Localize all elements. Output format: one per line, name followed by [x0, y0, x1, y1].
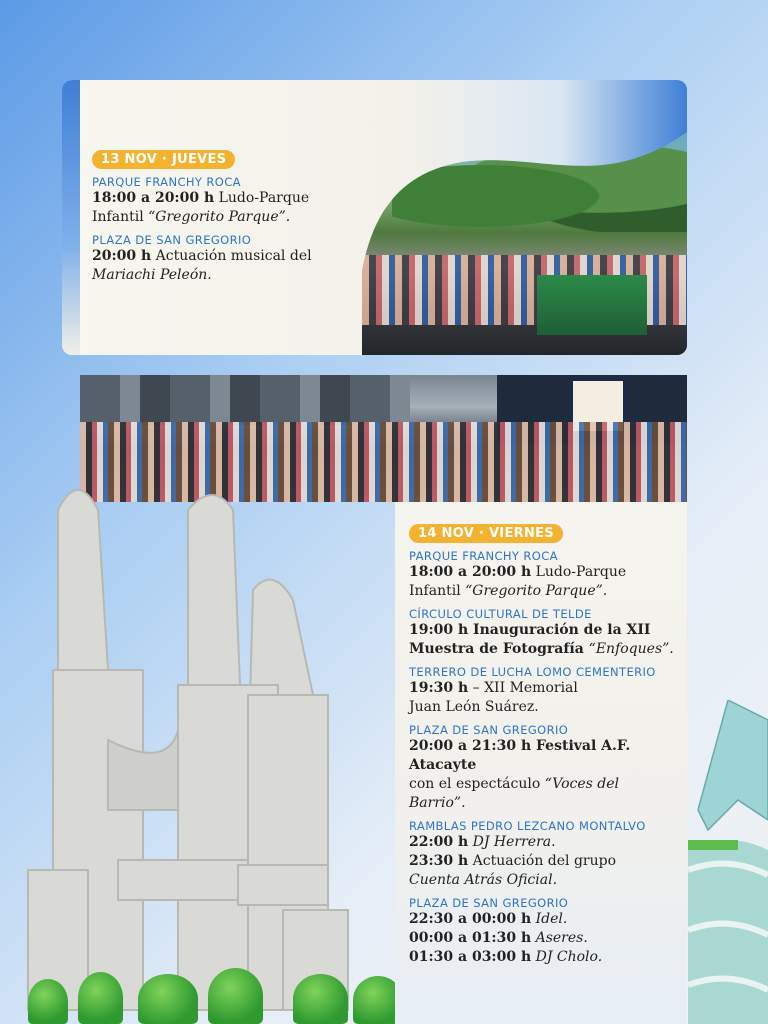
event-line: [409, 737, 679, 775]
event-text: Infantil: [92, 209, 149, 225]
bush: [28, 979, 68, 1024]
bush: [78, 972, 123, 1024]
event-line: [409, 621, 679, 640]
event-time: 18:00 a 20:00 h: [92, 190, 215, 206]
event-text: – XII Memorial: [468, 680, 578, 696]
day2-schedule: [409, 522, 679, 967]
event-title: Aseres.: [535, 930, 588, 946]
event-line: [92, 247, 362, 266]
event-line: [409, 679, 679, 698]
event-time: 20:00 h: [92, 248, 152, 264]
event-venue: CÍRCULO CULTURAL DE TELDE: [409, 607, 592, 621]
event-venue: PLAZA DE SAN GREGORIO: [92, 233, 252, 247]
event-time: 23:30 h: [409, 853, 469, 869]
event-time: 00:00 a 01:30 h: [409, 930, 532, 946]
photo-buildings: [80, 375, 410, 425]
event-time: 18:00 a 20:00 h: [409, 564, 532, 580]
bush: [208, 968, 263, 1024]
event-text: Juan León Suárez.: [409, 699, 539, 715]
event-venue: RAMBLAS PEDRO LEZCANO MONTALVO: [409, 819, 646, 833]
event-line: [409, 871, 679, 890]
event-line: [92, 208, 362, 227]
day2-card: [395, 502, 687, 1024]
bush: [293, 974, 348, 1024]
event-time: 01:30 a 03:00 h: [409, 949, 532, 965]
event-title: Mariachi Peleón.: [92, 267, 212, 283]
event-time: 20:00 a 21:30 h Festival A.F. Atacayte: [409, 738, 631, 773]
day2-event-list: [409, 549, 679, 967]
event-line: [409, 775, 679, 813]
event-line: [409, 948, 679, 967]
event-time: 19:00 h Inauguración de la XII: [409, 622, 651, 638]
event-text: Actuación del grupo: [468, 853, 617, 869]
event-text: Ludo-Parque: [214, 190, 310, 206]
event-venue: PLAZA DE SAN GREGORIO: [409, 896, 569, 910]
statue-illustration: [18, 470, 398, 1024]
event-title: “Gregorito Parque”.: [465, 583, 608, 599]
event-line: [409, 910, 679, 929]
day1-card: [62, 80, 687, 355]
event-line: [92, 189, 362, 208]
event-text: con el espectáculo: [409, 776, 545, 792]
event-photo-park: [362, 132, 687, 355]
event-time: Muestra de Fotografía: [409, 641, 589, 657]
day2-badge: 14 NOV · VIERNES: [409, 524, 563, 543]
event-line: [409, 929, 679, 948]
event-line: [409, 640, 679, 659]
day1-badge: 13 NOV · JUEVES: [92, 150, 235, 169]
event-line: [409, 698, 679, 717]
bush: [138, 974, 198, 1024]
day1-event-list: [92, 175, 362, 285]
event-text: Actuación musical del: [151, 248, 312, 264]
photo-trees: [392, 142, 687, 232]
event-time: 22:00 h: [409, 834, 469, 850]
event-line: [409, 563, 679, 582]
event-venue: PARQUE FRANCHY ROCA: [409, 549, 558, 563]
event-title: Cuenta Atrás Oficial.: [409, 872, 558, 888]
event-line: [409, 852, 679, 871]
event-line: [92, 266, 362, 285]
event-title: “Voces del Barrio”.: [409, 776, 619, 811]
day1-schedule: [92, 148, 362, 285]
event-time: 22:30 a 00:00 h: [409, 911, 532, 927]
event-title: “Gregorito Parque”.: [148, 209, 291, 225]
event-venue: PLAZA DE SAN GREGORIO: [409, 723, 569, 737]
event-title: “Enfoques”.: [588, 641, 674, 657]
event-text: Ludo-Parque: [531, 564, 627, 580]
event-title: DJ Cholo.: [535, 949, 603, 965]
event-line: [409, 833, 679, 852]
event-line: [409, 582, 679, 601]
sculpture-decoration: [688, 700, 768, 1024]
bushes: [18, 960, 408, 1024]
card-accent-edge: [62, 80, 80, 355]
event-venue: PARQUE FRANCHY ROCA: [92, 175, 241, 189]
photo-stage: [537, 275, 647, 335]
event-title: Idel.: [535, 911, 568, 927]
event-text: Infantil: [409, 583, 466, 599]
event-time: 19:30 h: [409, 680, 469, 696]
event-title: DJ Herrera.: [472, 834, 556, 850]
event-venue: TERRERO DE LUCHA LOMO CEMENTERIO: [409, 665, 656, 679]
